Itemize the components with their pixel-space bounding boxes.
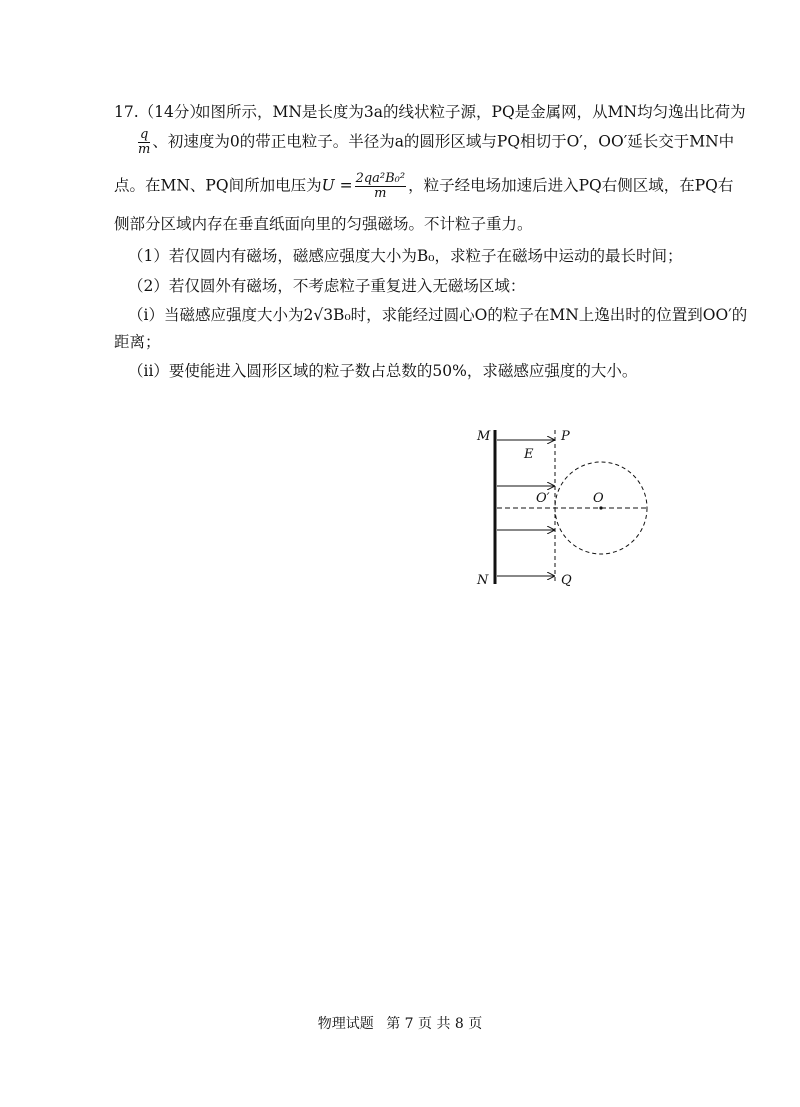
label-m: M bbox=[477, 429, 491, 444]
label-n: N bbox=[477, 573, 489, 588]
page-footer bbox=[0, 1013, 800, 1033]
charge-ratio-fraction: $\frac{q}{m}$ bbox=[138, 127, 151, 157]
footer-page: 第 7 页 共 8 页 bbox=[386, 1016, 483, 1032]
label-p: P bbox=[561, 429, 570, 444]
problem-number: 17.（14分） bbox=[114, 103, 205, 121]
question-2i-cont: 距离； bbox=[114, 333, 161, 351]
problem-line-3: 点。在MN、PQ间所加电压为U = $\frac{\text{2qa²B₀²}}{m}$ ，粒子经电场加速后进入PQ右侧区域，在PQ右 bbox=[114, 171, 734, 201]
label-q: Q bbox=[561, 573, 572, 588]
problem-line-2: $\frac{q}{m}$ 、初速度为0的带正电粒子。半径为a的圆形区域与PQ相切于O′，OO′延长交于MN中 bbox=[138, 127, 735, 157]
physics-diagram bbox=[470, 420, 660, 600]
problem-score: （14分） bbox=[138, 103, 205, 121]
label-o: O bbox=[593, 491, 604, 506]
question-2ii: （ii）要使能进入圆形区域的粒子数占总数的50%，求磁感应强度的大小。 bbox=[128, 362, 638, 380]
footer-subject: 物理试题 bbox=[317, 1016, 374, 1032]
label-o-prime: O′ bbox=[536, 491, 550, 506]
question-2i: （i）当磁感应强度大小为2√3B₀时，求能经过圆心O的粒子在MN上逸出时的位置到OO′的 bbox=[128, 306, 748, 324]
label-e: E bbox=[524, 447, 534, 462]
problem-line-4: 侧部分区域内存在垂直纸面向里的匀强磁场。不计粒子重力。 bbox=[114, 215, 533, 233]
voltage-fraction: $\frac{\text{2qa²B₀²}}{m}$ bbox=[355, 171, 406, 201]
problem-line-1: 如图所示，MN是长度为3a的线状粒子源，PQ是金属网，从MN均匀逸出比荷为 bbox=[195, 103, 746, 121]
question-1: （1）若仅圆内有磁场，磁感应强度大小为B₀，求粒子在磁场中运动的最长时间； bbox=[128, 247, 683, 265]
center-dot bbox=[599, 506, 602, 509]
question-2: （2）若仅圆外有磁场，不考虑粒子重复进入无磁场区域： bbox=[128, 277, 526, 295]
